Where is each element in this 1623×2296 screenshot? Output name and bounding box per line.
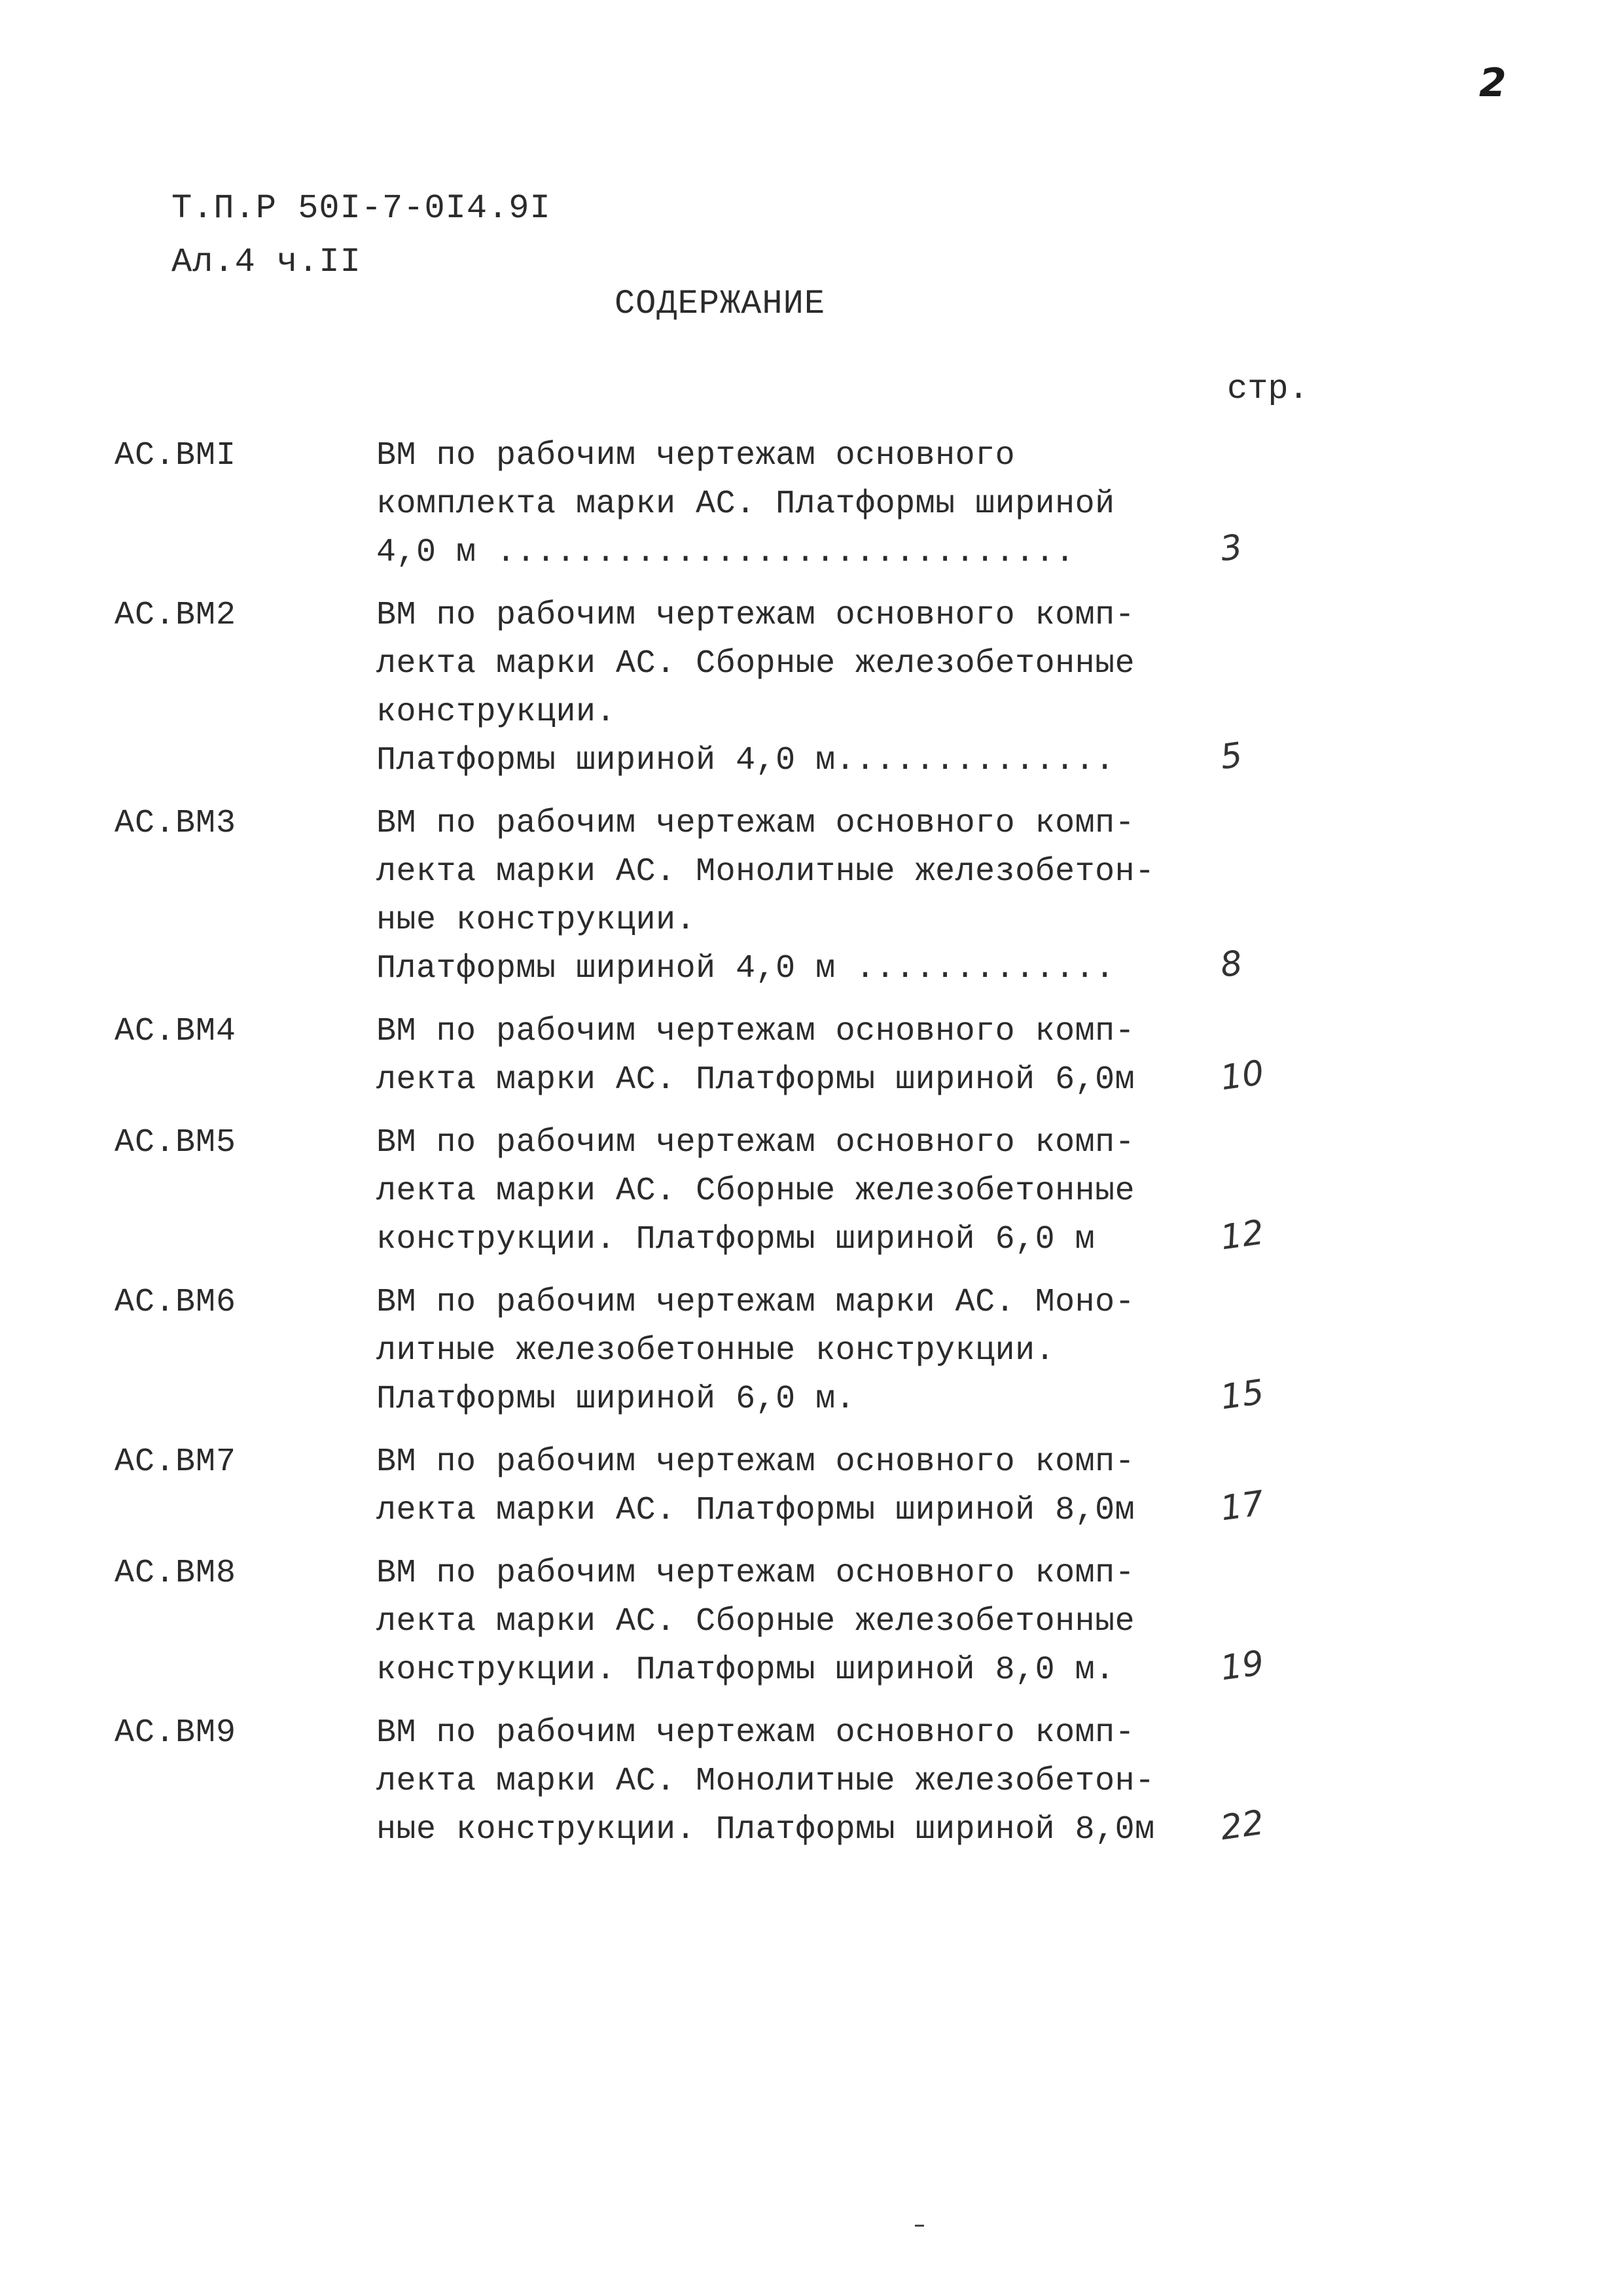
- toc-entry-code: АС.ВМ9: [115, 1714, 237, 1752]
- page-number: 2: [1479, 60, 1507, 106]
- toc-entry-page-number: 19: [1218, 1643, 1267, 1689]
- toc-entry-code: АС.ВМ8: [115, 1555, 237, 1592]
- table-of-contents: [115, 432, 1358, 1869]
- document-code: Т.П.Р 50I-7-0I4.9I: [171, 189, 551, 228]
- toc-entry: [115, 1709, 1358, 1854]
- document-part: Ал.4 ч.II: [171, 243, 361, 281]
- toc-entry-description: [376, 1119, 1194, 1264]
- toc-entry-description: [376, 1279, 1194, 1424]
- toc-entry-line: ВМ по рабочим чертежам основного комп-: [376, 1443, 1135, 1481]
- toc-entry-line: ВМ по рабочим чертежам основного комп-: [376, 1555, 1135, 1592]
- toc-entry-page-number: 5: [1217, 735, 1245, 778]
- toc-entry-page-number: 3: [1217, 527, 1245, 570]
- toc-entry-page-number: 12: [1218, 1212, 1267, 1258]
- toc-entry-line: конструкции. Платформы шириной 8,0 м.: [376, 1651, 1115, 1689]
- toc-entry-line: ВМ по рабочим чертежам основного комп-: [376, 597, 1135, 634]
- document-header: [171, 182, 551, 289]
- toc-entry: [115, 1119, 1358, 1264]
- toc-entry-code: АС.ВМ3: [115, 805, 237, 842]
- toc-entry-line: лекта марки АС. Сборные железобетонные: [376, 645, 1135, 682]
- toc-entry: [115, 800, 1358, 993]
- toc-entry-line: конструкции. Платформы шириной 6,0 м: [376, 1221, 1096, 1258]
- toc-entry: [115, 1438, 1358, 1535]
- toc-entry-code: АС.ВМ7: [115, 1443, 237, 1481]
- toc-entry-page-number: 17: [1218, 1483, 1267, 1529]
- toc-entry-description: [376, 432, 1194, 577]
- toc-entry: [115, 592, 1358, 785]
- toc-entry-line: лекта марки АС. Платформы шириной 8,0м: [376, 1492, 1135, 1529]
- toc-entry-line: лекта марки АС. Монолитные железобетон-: [376, 853, 1155, 891]
- toc-entry: [115, 1549, 1358, 1695]
- toc-entry-line: конструкции.: [376, 694, 616, 731]
- toc-entry-line: ВМ по рабочим чертежам марки АС. Моно-: [376, 1284, 1135, 1321]
- footer-mark: [915, 2225, 924, 2227]
- toc-entry-line: ВМ по рабочим чертежам основного комп-: [376, 805, 1135, 842]
- toc-entry-line: ВМ по рабочим чертежам основного комп-: [376, 1714, 1135, 1752]
- toc-entry: [115, 432, 1358, 577]
- toc-entry-page-number: 22: [1218, 1803, 1267, 1848]
- toc-entry-line: Платформы шириной 6,0 м.: [376, 1381, 856, 1418]
- toc-entry-description: [376, 1549, 1194, 1695]
- toc-entry-description: [376, 1008, 1194, 1104]
- toc-entry-line: лекта марки АС. Монолитные железобетон-: [376, 1763, 1155, 1800]
- toc-entry-line: 4,0 м .............................: [376, 534, 1075, 571]
- toc-entry-page-number: 15: [1218, 1372, 1267, 1418]
- toc-entry-code: АС.ВМ6: [115, 1284, 237, 1321]
- toc-entry-description: [376, 1709, 1194, 1854]
- toc-entry-line: ВМ по рабочим чертежам основного: [376, 437, 1016, 474]
- toc-entry-line: литные железобетонные конструкции.: [376, 1332, 1056, 1369]
- toc-entry-page-number: 10: [1218, 1053, 1267, 1099]
- toc-entry-description: [376, 592, 1194, 785]
- toc-entry-line: лекта марки АС. Сборные железобетонные: [376, 1603, 1135, 1640]
- toc-entry-description: [376, 1438, 1194, 1535]
- toc-entry-line: ВМ по рабочим чертежам основного комп-: [376, 1124, 1135, 1161]
- toc-entry-line: ВМ по рабочим чертежам основного комп-: [376, 1013, 1135, 1050]
- page-column-label: стр.: [1227, 370, 1309, 408]
- toc-entry-code: АС.ВМ2: [115, 597, 237, 634]
- toc-entry-line: Платформы шириной 4,0 м..............: [376, 742, 1115, 779]
- toc-entry: [115, 1008, 1358, 1104]
- toc-entry-line: комплекта марки АС. Платформы шириной: [376, 486, 1115, 523]
- toc-entry-line: Платформы шириной 4,0 м .............: [376, 950, 1115, 987]
- toc-entry-code: АС.ВМ5: [115, 1124, 237, 1161]
- toc-entry-line: лекта марки АС. Платформы шириной 6,0м: [376, 1061, 1135, 1099]
- toc-entry-code: АС.ВМI: [115, 437, 237, 474]
- toc-entry-line: ные конструкции.: [376, 902, 696, 939]
- contents-title: СОДЕРЖАНИЕ: [614, 285, 826, 323]
- toc-entry-page-number: 8: [1217, 943, 1245, 986]
- toc-entry-line: ные конструкции. Платформы шириной 8,0м: [376, 1811, 1155, 1848]
- toc-entry: [115, 1279, 1358, 1424]
- toc-entry-line: лекта марки АС. Сборные железобетонные: [376, 1173, 1135, 1210]
- toc-entry-description: [376, 800, 1194, 993]
- toc-entry-code: АС.ВМ4: [115, 1013, 237, 1050]
